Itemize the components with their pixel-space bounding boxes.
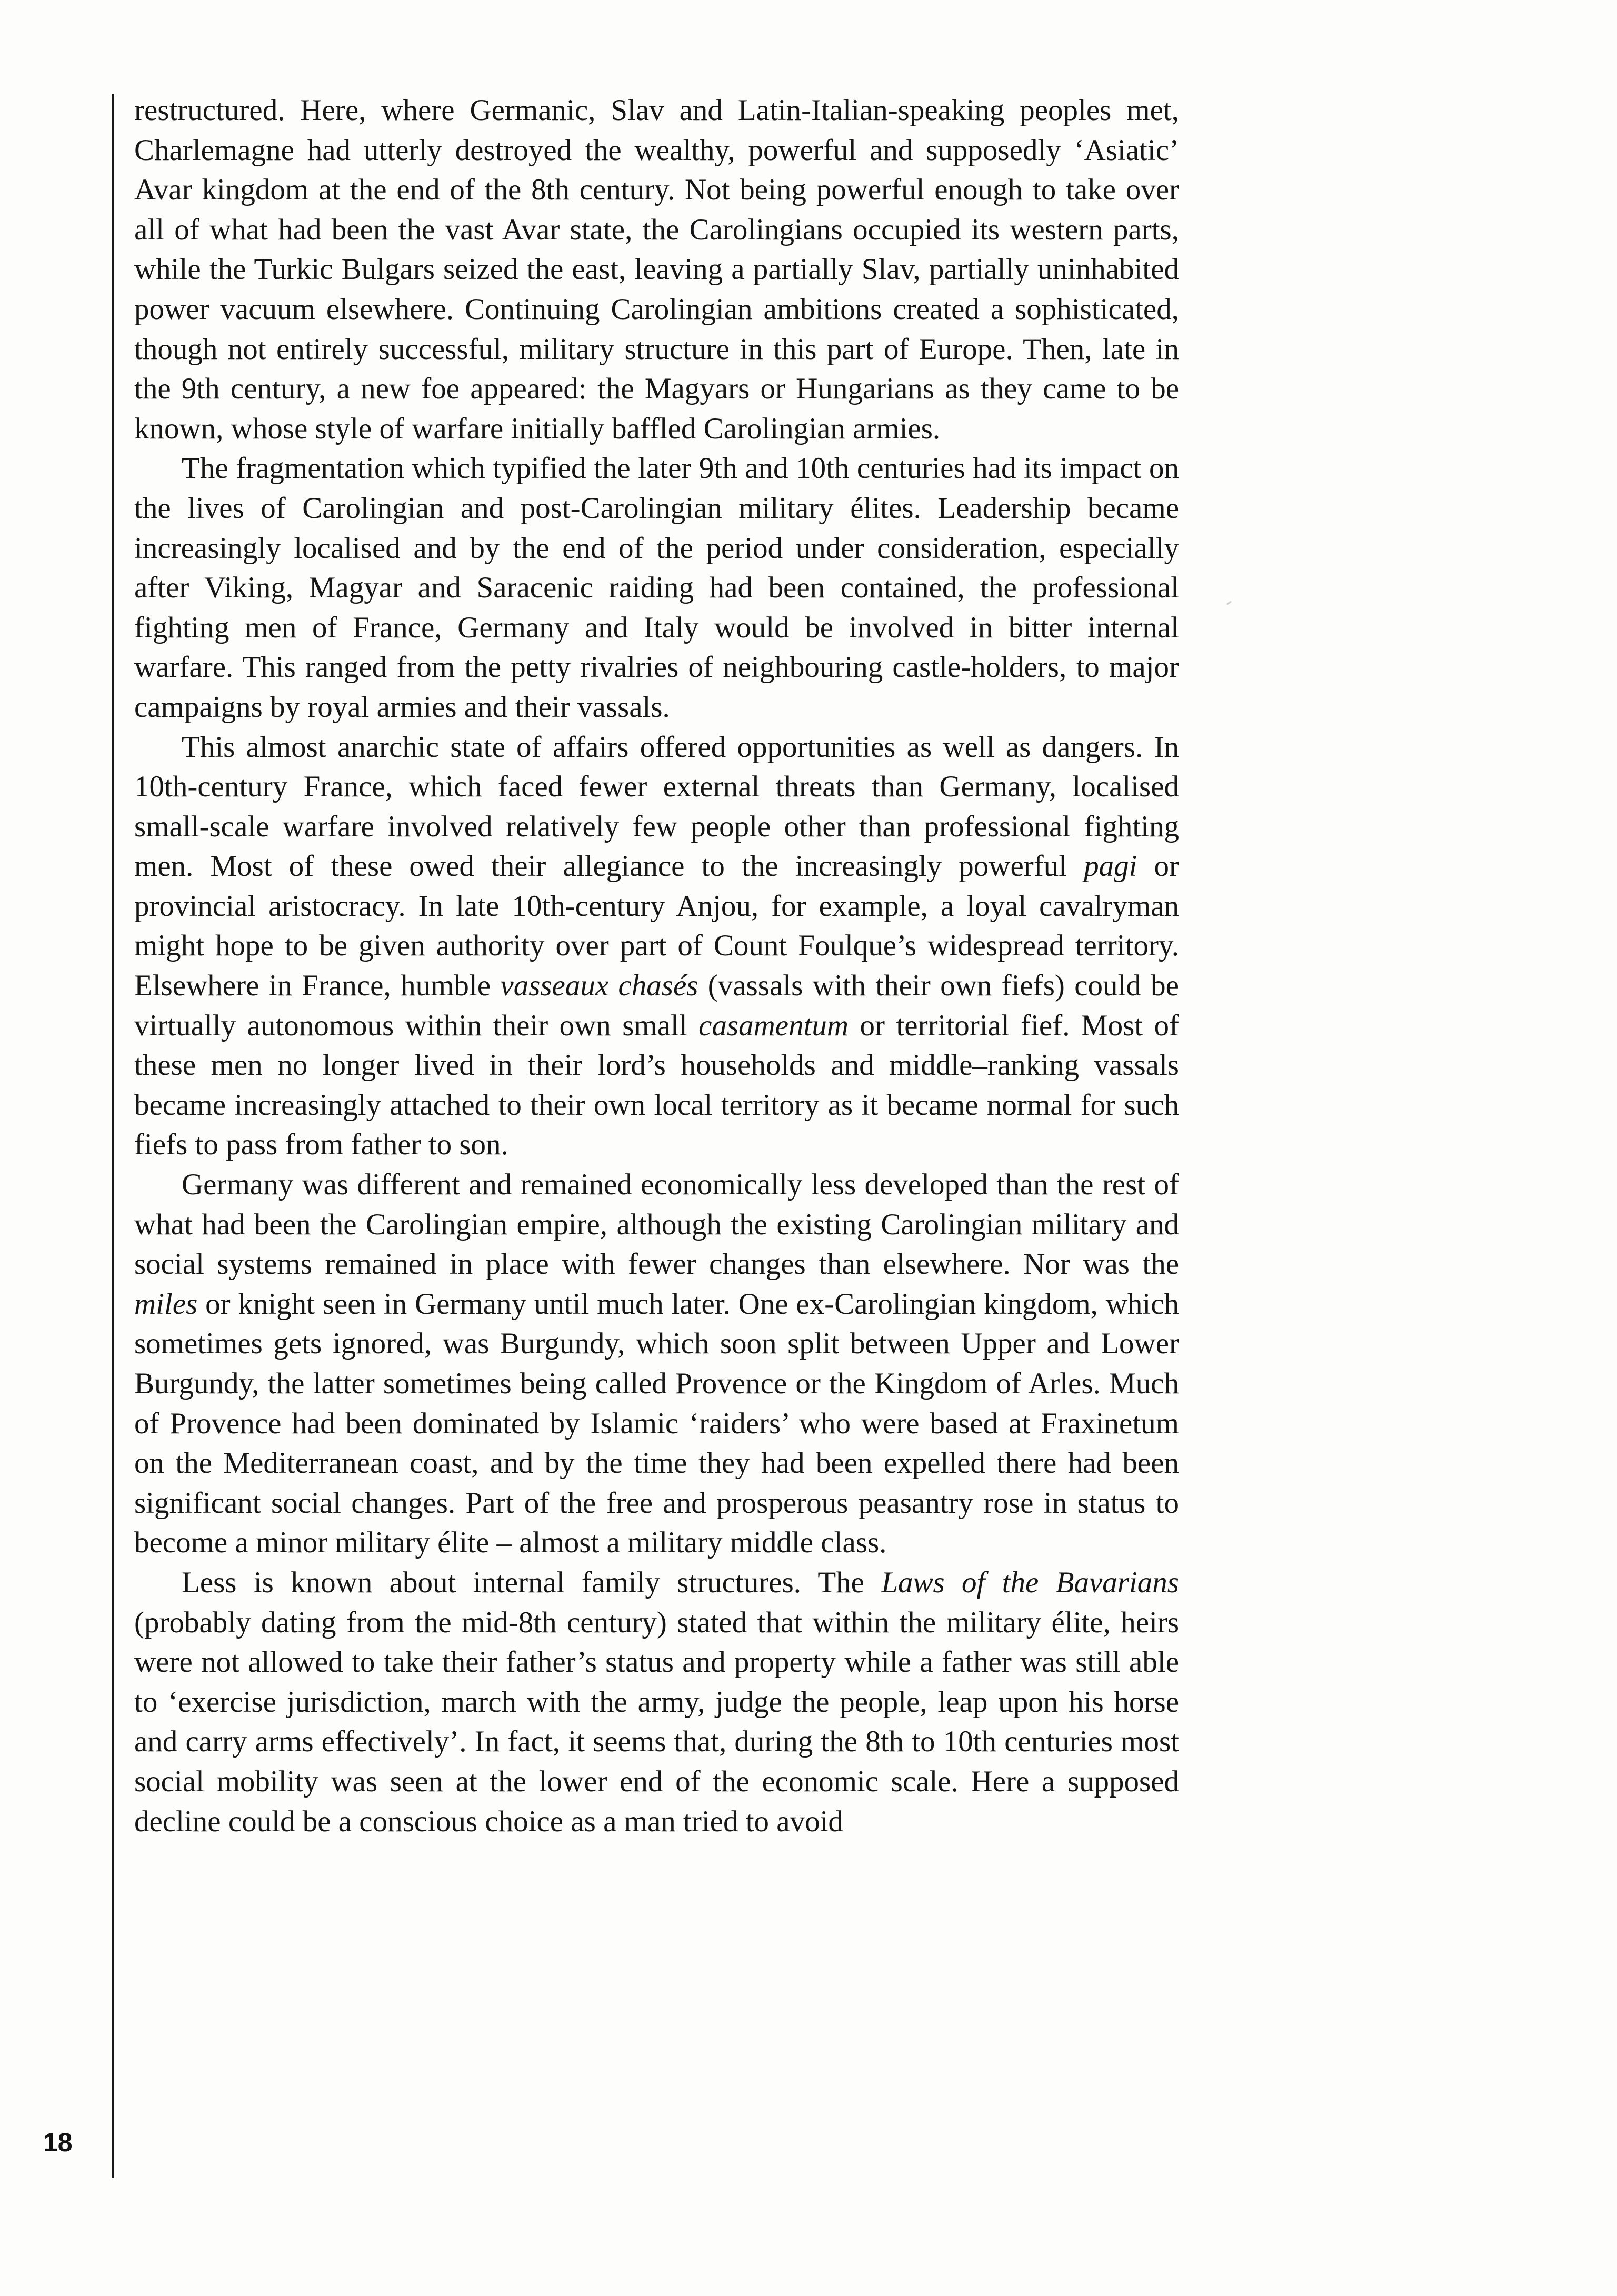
paragraph-5-text-b: (probably dating from the mid-8th century) stated that within the military élite, heirs were not allowed to take their father’s status and property while a father was still able to ‘exercise jurisdiction, march with the army, judge the people, leap upon his horse and carry arms effectively’. In fact, it seems that, during the 8th to 10th centuries most social mobility was seen at the lower end of the economic scale. Here a supposed decline could be a conscious choice as a man tried to avoid <box>134 1605 1179 1838</box>
page-number: 18 <box>43 2128 73 2157</box>
term-miles: miles <box>134 1287 198 1321</box>
term-pagi: pagi <box>1084 850 1137 883</box>
body-text <box>134 91 1179 1841</box>
paragraph-4 <box>134 1165 1179 1563</box>
paragraph-3-text-b: or provincial aristocracy. In late 10th-century Anjou, for example, a loyal cavalryman might hope to be given authority over part of Count Foulque’s widespread territory. Elsewhere in France, humble <box>134 850 1179 1003</box>
paragraph-4-text-a: Germany was different and remained economically less developed than the rest of what had been the Carolingian empire, although the existing Carolingian military and social systems remained in place with fewer changes than elsewhere. Nor was the <box>134 1168 1179 1281</box>
paragraph-1 <box>134 91 1179 448</box>
term-casamentum: casamentum <box>698 1009 849 1042</box>
paragraph-3-text-c: (vassals with their own fiefs) could be virtually autonomous within their own small <box>134 969 1179 1042</box>
paragraph-1-text: restructured. Here, where Germanic, Slav and Latin-Italian-speaking peoples met, Charlemagne had utterly destroyed the wealthy, powerful and supposedly ‘Asiatic’ Avar kingdom at the end of the 8th century. Not being powerful enough to take over all of what had been the vast Avar state, the Carolingians occupied its western parts, while the Turkic Bulgars seized the east, leaving a partially Slav, partially uninhabited power vacuum elsewhere. Continuing Carolingian ambitions created a sophisticated, though not entirely successful, military structure in this part of Europe. Then, late in the 9th century, a new foe appeared: the Magyars or Hungarians as they came to be known, whose style of warfare initially baffled Carolingian armies. <box>134 94 1179 445</box>
paragraph-3-text-a: This almost anarchic state of affairs offered opportunities as well as dangers. In 10th-century France, which faced fewer external threats than Germany, localised small-scale warfare involved relatively few people other than professional fighting men. Most of these owed their allegiance to the increasingly powerful <box>134 730 1179 883</box>
term-vasseaux-chases: vasseaux chasés <box>500 969 698 1003</box>
title-laws-of-the-bavarians: Laws of the Bavarians <box>881 1565 1179 1599</box>
scan-speck <box>1226 601 1232 605</box>
paragraph-3 <box>134 727 1179 1165</box>
paragraph-3-text-d: or territorial fief. Most of these men no longer lived in their lord’s households and middle–ranking vassals became increasingly attached to their own local territory as it became normal for such fiefs to pass from father to son. <box>134 1009 1179 1162</box>
paragraph-2 <box>134 448 1179 727</box>
paragraph-4-text-b: or knight seen in Germany until much later. One ex-Carolingian kingdom, which sometimes gets ignored, was Burgundy, which soon split between Upper and Lower Burgundy, the latter sometimes being called Provence or the Kingdom of Arles. Much of Provence had been dominated by Islamic ‘raiders’ who were based at Fraxinetum on the Mediterranean coast, and by the time they had been expelled there had been significant social changes. Part of the free and prosperous peasantry rose in status to become a minor military élite – almost a military middle class. <box>134 1287 1179 1560</box>
paragraph-2-text: The fragmentation which typified the later 9th and 10th centuries had its impact on the lives of Carolingian and post-Carolingian military élites. Leadership became increasingly localised and by the end of the period under consideration, especially after Viking, Magyar and Saracenic raiding had been contained, the professional fighting men of France, Germany and Italy would be involved in bitter internal warfare. This ranged from the petty rivalries of neighbouring castle-holders, to major campaigns by royal armies and their vassals. <box>134 452 1179 724</box>
margin-rule <box>112 94 114 2178</box>
paragraph-5-text-a: Less is known about internal family structures. The <box>182 1565 882 1599</box>
paragraph-5 <box>134 1563 1179 1841</box>
